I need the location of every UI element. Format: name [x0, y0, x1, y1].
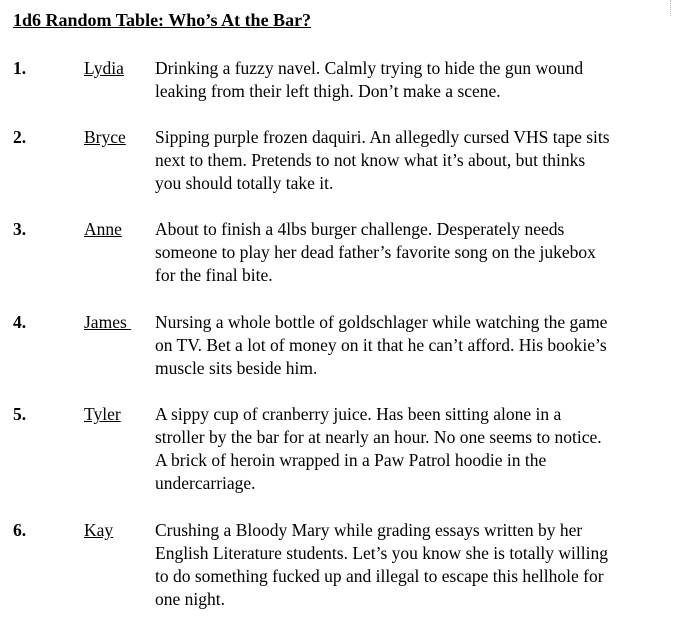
entry-number: 5. [13, 404, 27, 424]
entry-name: Tyler [84, 404, 121, 424]
description-line: someone to play her dead father’s favorite song on the jukebox [155, 242, 596, 262]
entry-number: 2. [13, 127, 27, 147]
entry-number: 3. [13, 219, 27, 239]
description-line: next to them. Pretends to not know what it’s about, but thinks [155, 150, 586, 170]
entry-description [155, 218, 680, 287]
description-line: English Literature students. Let’s you know she is totally willing [155, 543, 609, 563]
description-line: to do something fucked up and illegal to escape this hellhole for [155, 566, 604, 586]
entry-description [155, 519, 680, 611]
entry-number: 4. [13, 312, 27, 332]
description-line: stroller by the bar for at nearly an hour. No one seems to notice. [155, 427, 602, 447]
description-line: Drinking a fuzzy navel. Calmly trying to hide the gun wound [155, 58, 584, 78]
entry-number: 6. [13, 520, 27, 540]
entry-description [155, 403, 680, 495]
entry-description [155, 126, 680, 195]
description-line: A sippy cup of cranberry juice. Has been sitting alone in a [155, 404, 562, 424]
entry-name: Anne [84, 219, 122, 239]
entry-name: Kay [84, 520, 114, 540]
description-line: one night. [155, 589, 225, 609]
entry-name: Lydia [84, 58, 124, 78]
description-line: Crushing a Bloody Mary while grading essays written by her [155, 520, 583, 540]
description-line: leaking from their left thigh. Don’t make a scene. [155, 81, 501, 101]
description-line: A brick of heroin wrapped in a Paw Patrol hoodie in the [155, 450, 547, 470]
description-line: About to finish a 4lbs burger challenge. Desperately needs [155, 219, 565, 239]
page-margin-marker [670, 0, 672, 16]
document-title: 1d6 Random Table: Who’s At the Bar? [13, 10, 312, 30]
entry-description [155, 311, 680, 380]
description-line: for the final bite. [155, 265, 273, 285]
description-line: muscle sits beside him. [155, 358, 318, 378]
description-line: you should totally take it. [155, 173, 334, 193]
description-line: Sipping purple frozen daquiri. An allegedly cursed VHS tape sits [155, 127, 610, 147]
entry-number: 1. [13, 58, 27, 78]
entry-name: James [84, 312, 132, 332]
entry-description [155, 57, 680, 103]
description-line: Nursing a whole bottle of goldschlager while watching the game [155, 312, 608, 332]
entry-name: Bryce [84, 127, 126, 147]
description-line: on TV. Bet a lot of money on it that he can’t afford. His bookie’s [155, 335, 607, 355]
description-line: undercarriage. [155, 473, 256, 493]
